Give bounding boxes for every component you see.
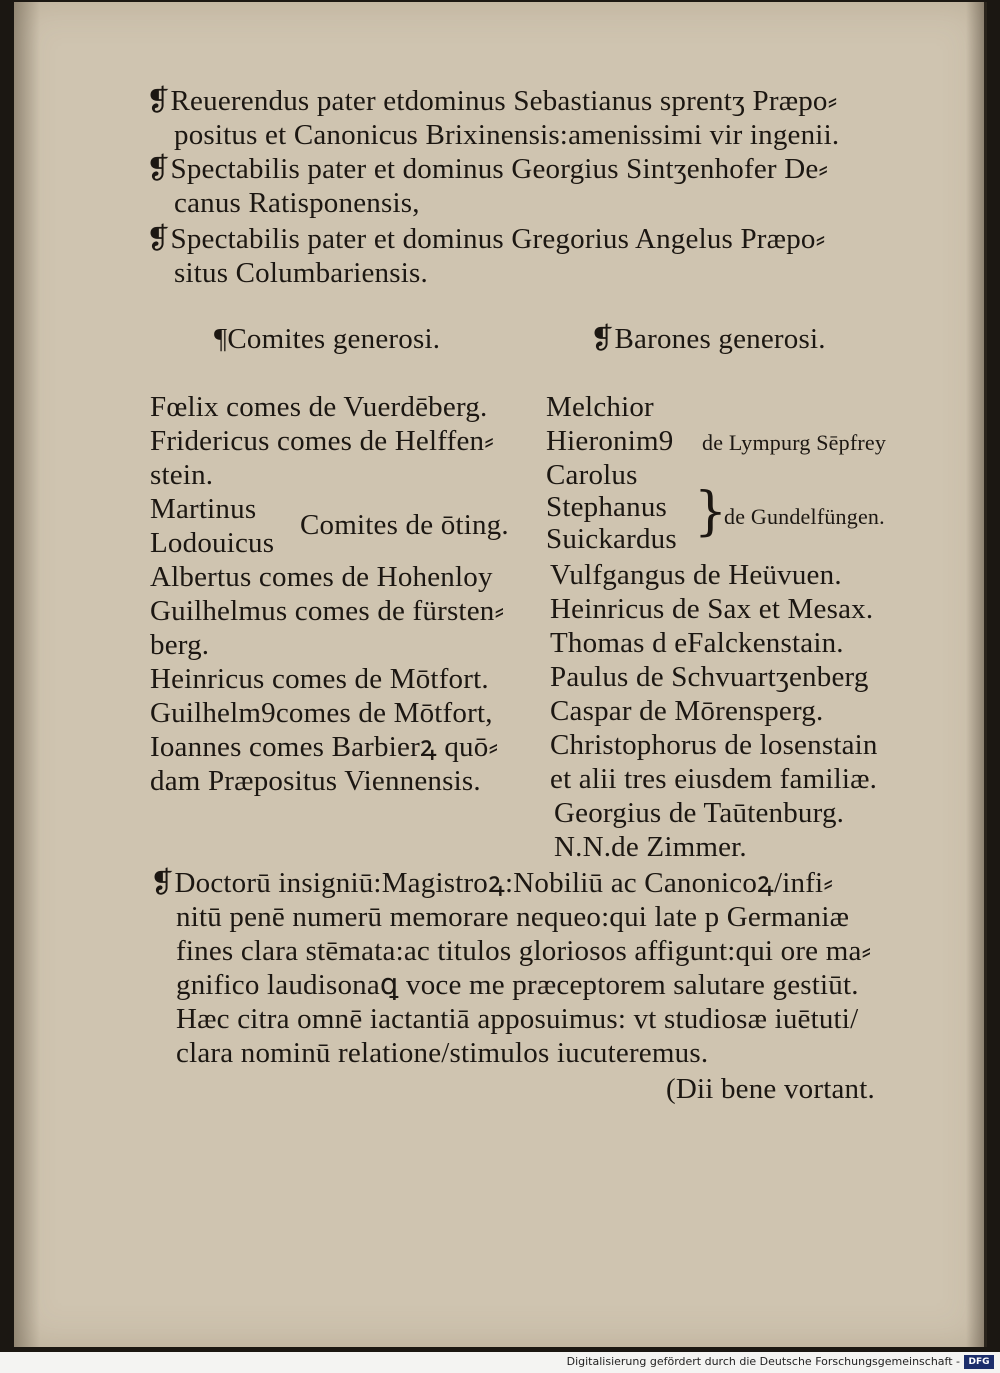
comites-line: stein. — [150, 459, 214, 491]
heading-barones: ❡Barones generosi. — [590, 323, 826, 355]
barones-line: Vulfgangus de Heüvuen. — [550, 559, 842, 591]
finis-line: (Dii bene vortant. — [666, 1073, 875, 1105]
closing-line: ❡Doctorū insigniū:Magistroꝝ:Nobiliū ac Canonicoꝝ/infi⸗ — [150, 867, 834, 899]
barones-line: Paulus de Schvuartʒenberg — [550, 661, 869, 693]
barones-line: Melchior — [546, 391, 654, 423]
comites-line: Albertus comes de Hohenloy — [150, 561, 493, 593]
brace-mark: } — [694, 482, 728, 542]
comites-line: Guilhelmus comes de fürsten⸗ — [150, 595, 505, 627]
barones-line: N.N.de Zimmer. — [554, 831, 747, 863]
barones-line: Christophorus de losenstain — [550, 729, 878, 761]
closing-line: fines clara stēmata:ac titulos gloriosos affigunt:qui ore ma⸗ — [176, 935, 872, 967]
barones-line: Heinricus de Sax et Mesax. — [550, 593, 874, 625]
intro-line-4: canus Ratisponensis, — [174, 187, 420, 219]
comites-line: berg. — [150, 629, 210, 661]
comites-line: Fœlix comes de Vuerdēberg. — [150, 391, 488, 423]
barones-line: Suickardus — [546, 523, 677, 555]
comites-line: Martinus — [150, 493, 257, 525]
comites-line: Lodouicus — [150, 527, 275, 559]
intro-line-6: situs Columbariensis. — [174, 257, 428, 289]
closing-line: Hæc citra omnē iactantiā apposuimus: vt studiosæ iuētuti/ — [176, 1003, 859, 1035]
closing-line: nitū penē numerū memorare nequeo:qui late p Germaniæ — [176, 901, 850, 933]
gundelfingen-note: de Gundelfüngen. — [724, 504, 885, 529]
comites-oting: Comites de ōting. — [300, 509, 509, 541]
intro-line-5: ❡Spectabilis pater et dominus Gregorius Angelus Præpo⸗ — [146, 223, 826, 255]
lympurg-note: de Lympurg Sēpfrey — [702, 430, 887, 455]
barones-line: Thomas d eFalckenstain. — [550, 627, 844, 659]
barones-line: Hieronim9 — [546, 425, 674, 457]
barones-line: Carolus — [546, 459, 638, 491]
funding-credit: Digitalisierung gefördert durch die Deutsche Forschungsgemeinschaft - — [566, 1355, 960, 1368]
comites-line: dam Præpositus Viennensis. — [150, 765, 481, 797]
dfg-logo: DFG — [964, 1355, 994, 1369]
barones-line: Stephanus — [546, 491, 668, 523]
intro-line-1: ❡Reuerendus pater etdominus Sebastianus sprentʒ Præpo⸗ — [146, 85, 838, 117]
comites-line: Ioannes comes Barbierꝝ quō⸗ — [150, 731, 499, 763]
barones-line: Caspar de Mōrensperg. — [550, 695, 824, 727]
closing-line: clara nominū relatione/stimulos iucuteremus. — [176, 1037, 709, 1069]
barones-line: Georgius de Taūtenburg. — [554, 797, 845, 829]
closing-line: gnifico laudisonaꝗ voce me præceptorem salutare gestiūt. — [176, 969, 859, 1001]
comites-line: Fridericus comes de Helffen⸗ — [150, 425, 495, 457]
comites-line: Heinricus comes de Mōtfort. — [150, 663, 489, 695]
comites-line: Guilhelm9comes de Mōtfort, — [150, 697, 493, 729]
heading-comites: ¶Comites generosi. — [214, 323, 441, 355]
barones-line: et alii tres eiusdem familiæ. — [550, 763, 878, 795]
page-gutter-shadow — [14, 2, 40, 1347]
intro-line-3: ❡Spectabilis pater et dominus Georgius Sintʒenhofer De⸗ — [146, 153, 829, 185]
intro-line-2: positus et Canonicus Brixinensis:amenissimi vir ingenii. — [174, 119, 840, 151]
